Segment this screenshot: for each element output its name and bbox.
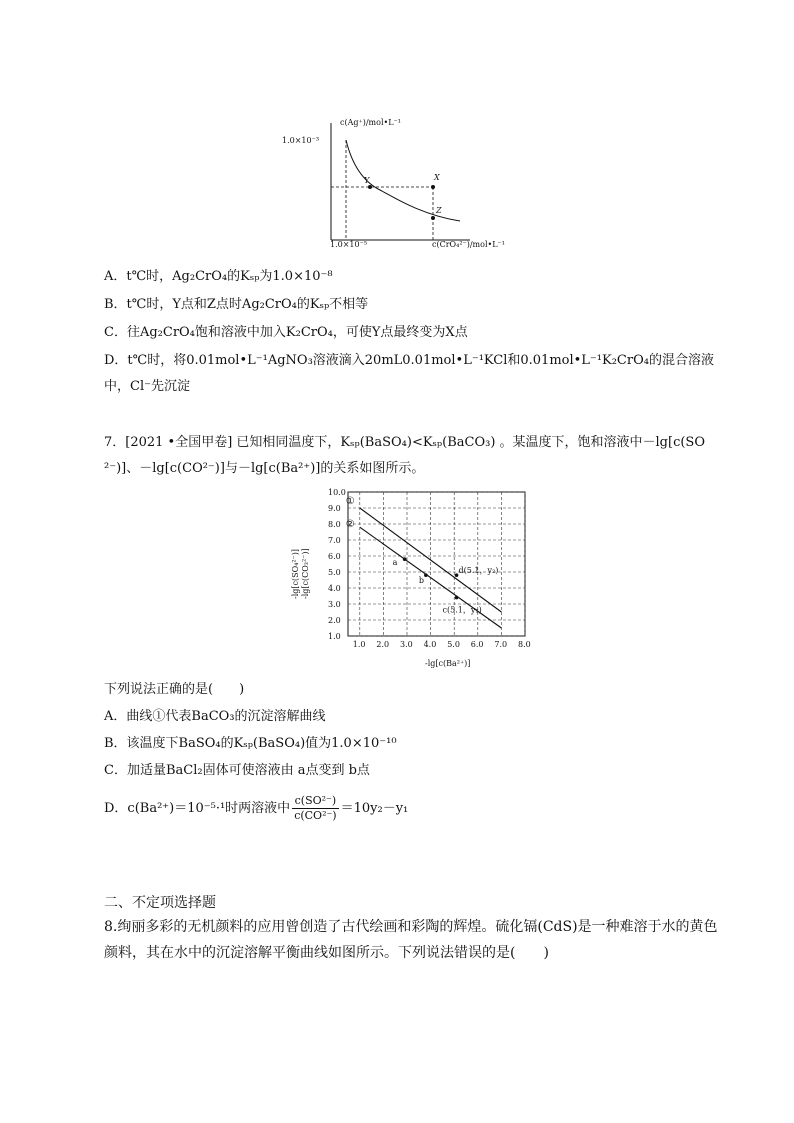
fig1-point-z [431, 216, 435, 220]
q6-option-a: A．t℃时，Ag₂CrO₄的Kₛₚ为1.0×10⁻⁸ [104, 269, 333, 284]
q7-option-c: C．加适量BaCl₂固体可使溶液由 a点变到 b点 [104, 763, 370, 778]
chart2-series-label: ② [345, 519, 355, 531]
chart2-series-label: ① [345, 496, 355, 507]
chart2-point-label: a [392, 558, 398, 568]
chart2-ylabel-2: -lg[c(CO₃²⁻)] [301, 548, 310, 599]
q7-option-a: A．曲线①代表BaCO₃的沉淀溶解曲线 [104, 709, 326, 724]
chart2-point-label: c(5.1，y₁) [442, 605, 482, 615]
chart2-y-tick: 7.0 [328, 536, 341, 545]
chart2-y-tick: 10.0 [328, 488, 346, 497]
baso4-baco3-chart [290, 484, 550, 674]
chart2-y-tick: 1.0 [328, 632, 341, 641]
chart2-point [455, 596, 459, 600]
chart2-x-tick: 1.0 [352, 640, 366, 649]
chart2-point [403, 557, 407, 561]
section-title: 二、不定项选择题 [104, 895, 216, 911]
fig1-ylabel: c(Ag⁺)/mol•L⁻¹ [340, 118, 401, 127]
q7-option-d-denominator: c(CO²⁻) [294, 809, 337, 822]
chart2-x-tick: 4.0 [423, 640, 437, 649]
fig1-xlabel: c(CrO₄²⁻)/mol•L⁻¹ [432, 240, 505, 249]
chart2-point-label: d(5.1，y₂) [458, 566, 499, 576]
chart2-x-tick: 2.0 [376, 640, 390, 649]
chart2-y-tick: 3.0 [328, 600, 341, 609]
q7-option-d-fraction [292, 794, 338, 823]
ag2cro4-figure [280, 115, 520, 255]
fig1-point-y [368, 185, 372, 189]
q6-option-d-line2: 中，Cl⁻先沉淀 [104, 379, 190, 394]
fig1-point-x [431, 185, 435, 189]
fig1-label-y: Y [364, 176, 370, 185]
chart2-x-tick: 5.0 [447, 640, 460, 649]
chart2-xlabel: -lg[c(Ba²⁺)] [425, 659, 471, 668]
chart2-point [424, 573, 428, 577]
chart2-y-tick: 4.0 [328, 584, 341, 593]
q8-stem-line1: 8.绚丽多彩的无机颜料的应用曾创造了古代绘画和彩陶的辉煌。硫化镉(CdS)是一种难溶于水的黄色 [104, 919, 718, 935]
q7-option-d [104, 792, 408, 826]
chart2-y-tick: 5.0 [328, 568, 341, 577]
fig1-y-tick: 1.0×10⁻³ [282, 136, 320, 145]
q7-stem-line1: 7．[2021 •全国甲卷] 已知相同温度下，Kₛₚ(BaSO₄)<Kₛₚ(BaCO₃) 。某温度下，饱和溶液中－lg[c(SO [104, 435, 705, 450]
fig1-label-x: X [434, 173, 440, 182]
chart2-x-tick: 6.0 [470, 640, 484, 649]
chart2-x-tick: 3.0 [400, 640, 413, 649]
fig1-label-z: Z [436, 206, 442, 215]
q7-option-d-numerator: c(SO²⁻) [292, 794, 338, 809]
chart2-y-tick: 8.0 [328, 520, 341, 529]
chart2-point-label: b [418, 576, 425, 586]
q7-option-b: B．该温度下BaSO₄的Kₛₚ(BaSO₄)值为1.0×10⁻¹⁰ [104, 736, 397, 751]
q6-option-b: B．t℃时，Y点和Z点时Ag₂CrO₄的Kₛₚ不相等 [104, 297, 369, 312]
chart2-y-tick: 6.0 [328, 552, 341, 561]
chart2-x-tick: 8.0 [518, 640, 531, 649]
q6-option-c: C．往Ag₂CrO₄饱和溶液中加入K₂CrO₄，可使Y点最终变为X点 [104, 325, 468, 340]
chart2-y-tick: 9.0 [328, 504, 341, 513]
q6-option-d-line1: D．t℃时，将0.01mol•L⁻¹AgNO₃溶液滴入20mL0.01mol•L⁻¹KCl和0.01mol•L⁻¹K₂CrO₄的混合溶液 [104, 353, 714, 368]
chart2-y-tick: 2.0 [328, 616, 341, 625]
q7-stem-line2: ²⁻)]、－lg[c(CO²⁻)]与－lg[c(Ba²⁺)]的关系如图所示。 [104, 461, 425, 476]
chart2-x-tick: 7.0 [494, 640, 508, 649]
q7-prompt: 下列说法正确的是( ) [104, 682, 245, 697]
q7-option-d-suffix: ＝10y₂－y₁ [340, 801, 409, 816]
fig1-x-tick: 1.0×10⁻⁵ [330, 240, 368, 249]
q8-stem-line2: 颜料，其在水中的沉淀溶解平衡曲线如图所示。下列说法错误的是( ) [104, 945, 549, 961]
q7-option-d-prefix: D．c(Ba²⁺)＝10⁻⁵·¹时两溶液中 [104, 801, 291, 816]
chart2-ylabel-1: -lg[c(SO₄²⁻)] [291, 548, 300, 599]
